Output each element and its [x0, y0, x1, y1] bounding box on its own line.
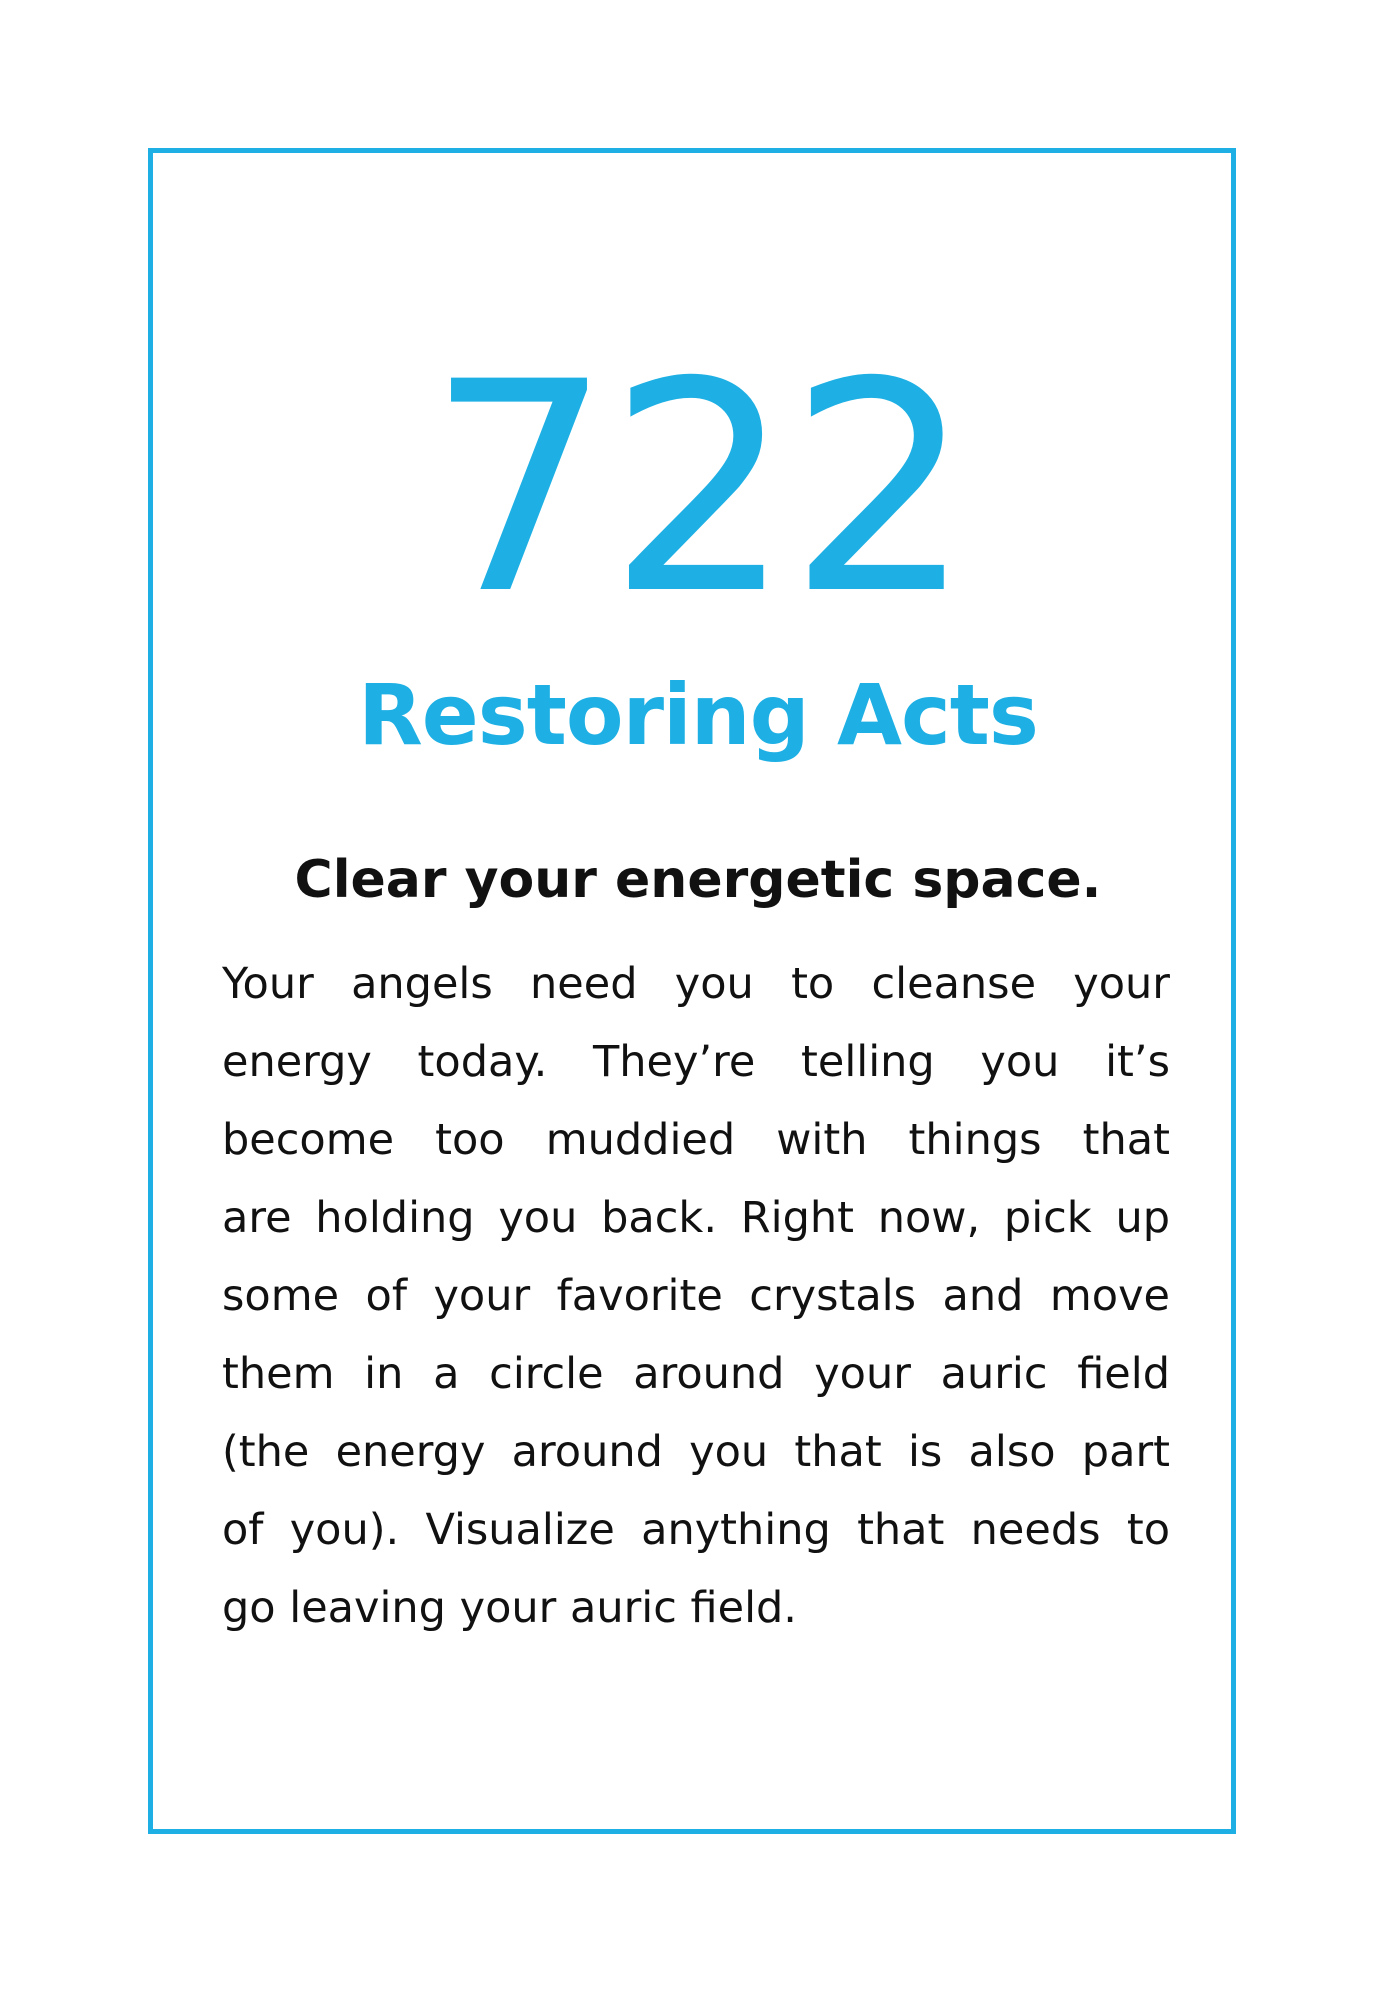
body-line: of you). Visualize anything that needs to — [222, 1505, 1170, 1555]
body-line: go leaving your auric field. — [222, 1583, 797, 1633]
body-line: (the energy around you that is also part — [222, 1427, 1170, 1477]
body-line: some of your favorite crystals and move — [222, 1271, 1170, 1321]
body-line: are holding you back. Right now, pick up — [222, 1193, 1170, 1243]
card-subtitle: Clear your energetic space. — [294, 850, 1102, 910]
body-line: them in a circle around your auric field — [222, 1349, 1170, 1399]
card-title: Restoring Acts — [358, 666, 1038, 764]
body-line: Your angels need you to cleanse your — [222, 959, 1170, 1009]
body-line: energy today. They’re telling you it’s — [222, 1037, 1170, 1087]
card-number: 722 — [427, 321, 969, 658]
card-body — [222, 945, 1170, 1647]
body-line: become too muddied with things that — [222, 1115, 1170, 1165]
